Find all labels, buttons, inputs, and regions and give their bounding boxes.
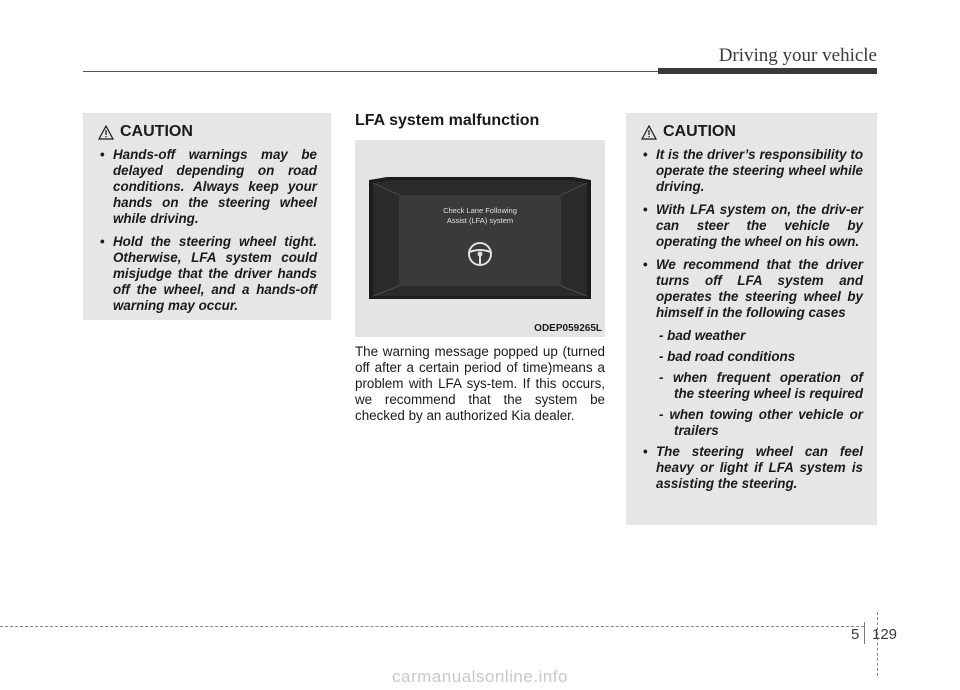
caution-list [638, 147, 863, 492]
warning-triangle-icon [641, 125, 657, 140]
caution-title: CAUTION [120, 123, 193, 140]
header-title: Driving your vehicle [718, 45, 877, 66]
caution-item: • The steering wheel can feel heavy or light if LFA system is assisting the steering. [638, 444, 863, 492]
header-rule-accent [658, 68, 877, 74]
caution-item: • With LFA system on, the driv-er can steer the vehicle by operating the wheel on his own. [638, 202, 863, 250]
caution-title: CAUTION [663, 123, 736, 140]
caution-item: • Hold the steering wheel tight. Otherwise, LFA system could misjudge that the driver hands off the wheel, and a hands-off warning may occur. [95, 234, 317, 314]
watermark: carmanualsonline.info [392, 667, 568, 686]
caution-item: • Hands-off warnings may be delayed depending on road conditions. Always keep your hands on the steering wheel while driving. [95, 147, 317, 227]
screen-message-line2: Assist (LFA) system [446, 216, 514, 225]
caution-header [95, 123, 317, 141]
caution-list [95, 147, 317, 314]
chapter-number: 5 [851, 626, 860, 643]
warning-triangle-icon [98, 125, 114, 140]
screen-message-line1: Check Lane Following [443, 206, 517, 215]
caution-sub-item: - when frequent operation of the steering wheel is required [659, 370, 864, 401]
caution-sub-item: - when towing other vehicle or trailers [659, 407, 863, 438]
caution-item: • We recommend that the driver turns off LFA system and operates the steering wheel by himself in the following cases [638, 257, 863, 321]
caution-sub-item: - bad weather [659, 328, 746, 343]
page-number: 129 [872, 626, 898, 643]
figure-code: ODEP059265L [534, 323, 602, 334]
body-paragraph: The warning message popped up (turned off after a certain period of time)means a problem with LFA sys-tem. If this occurs, we recommend that the system be checked by an authorized Kia dealer. [355, 344, 605, 423]
caution-sub-item: - bad road conditions [659, 349, 796, 364]
cluster-figure [355, 140, 605, 337]
caution-item: • It is the driver’s responsibility to operate the steering wheel while driving. [638, 147, 863, 195]
header-rule [83, 71, 658, 72]
caution-header [638, 123, 863, 141]
footer-separator [864, 622, 865, 644]
cluster-display-illustration [355, 140, 605, 337]
footer-rule [0, 626, 864, 627]
section-title: LFA system malfunction [355, 112, 540, 129]
caution-box-right [626, 113, 877, 525]
caution-box-left [83, 113, 331, 320]
